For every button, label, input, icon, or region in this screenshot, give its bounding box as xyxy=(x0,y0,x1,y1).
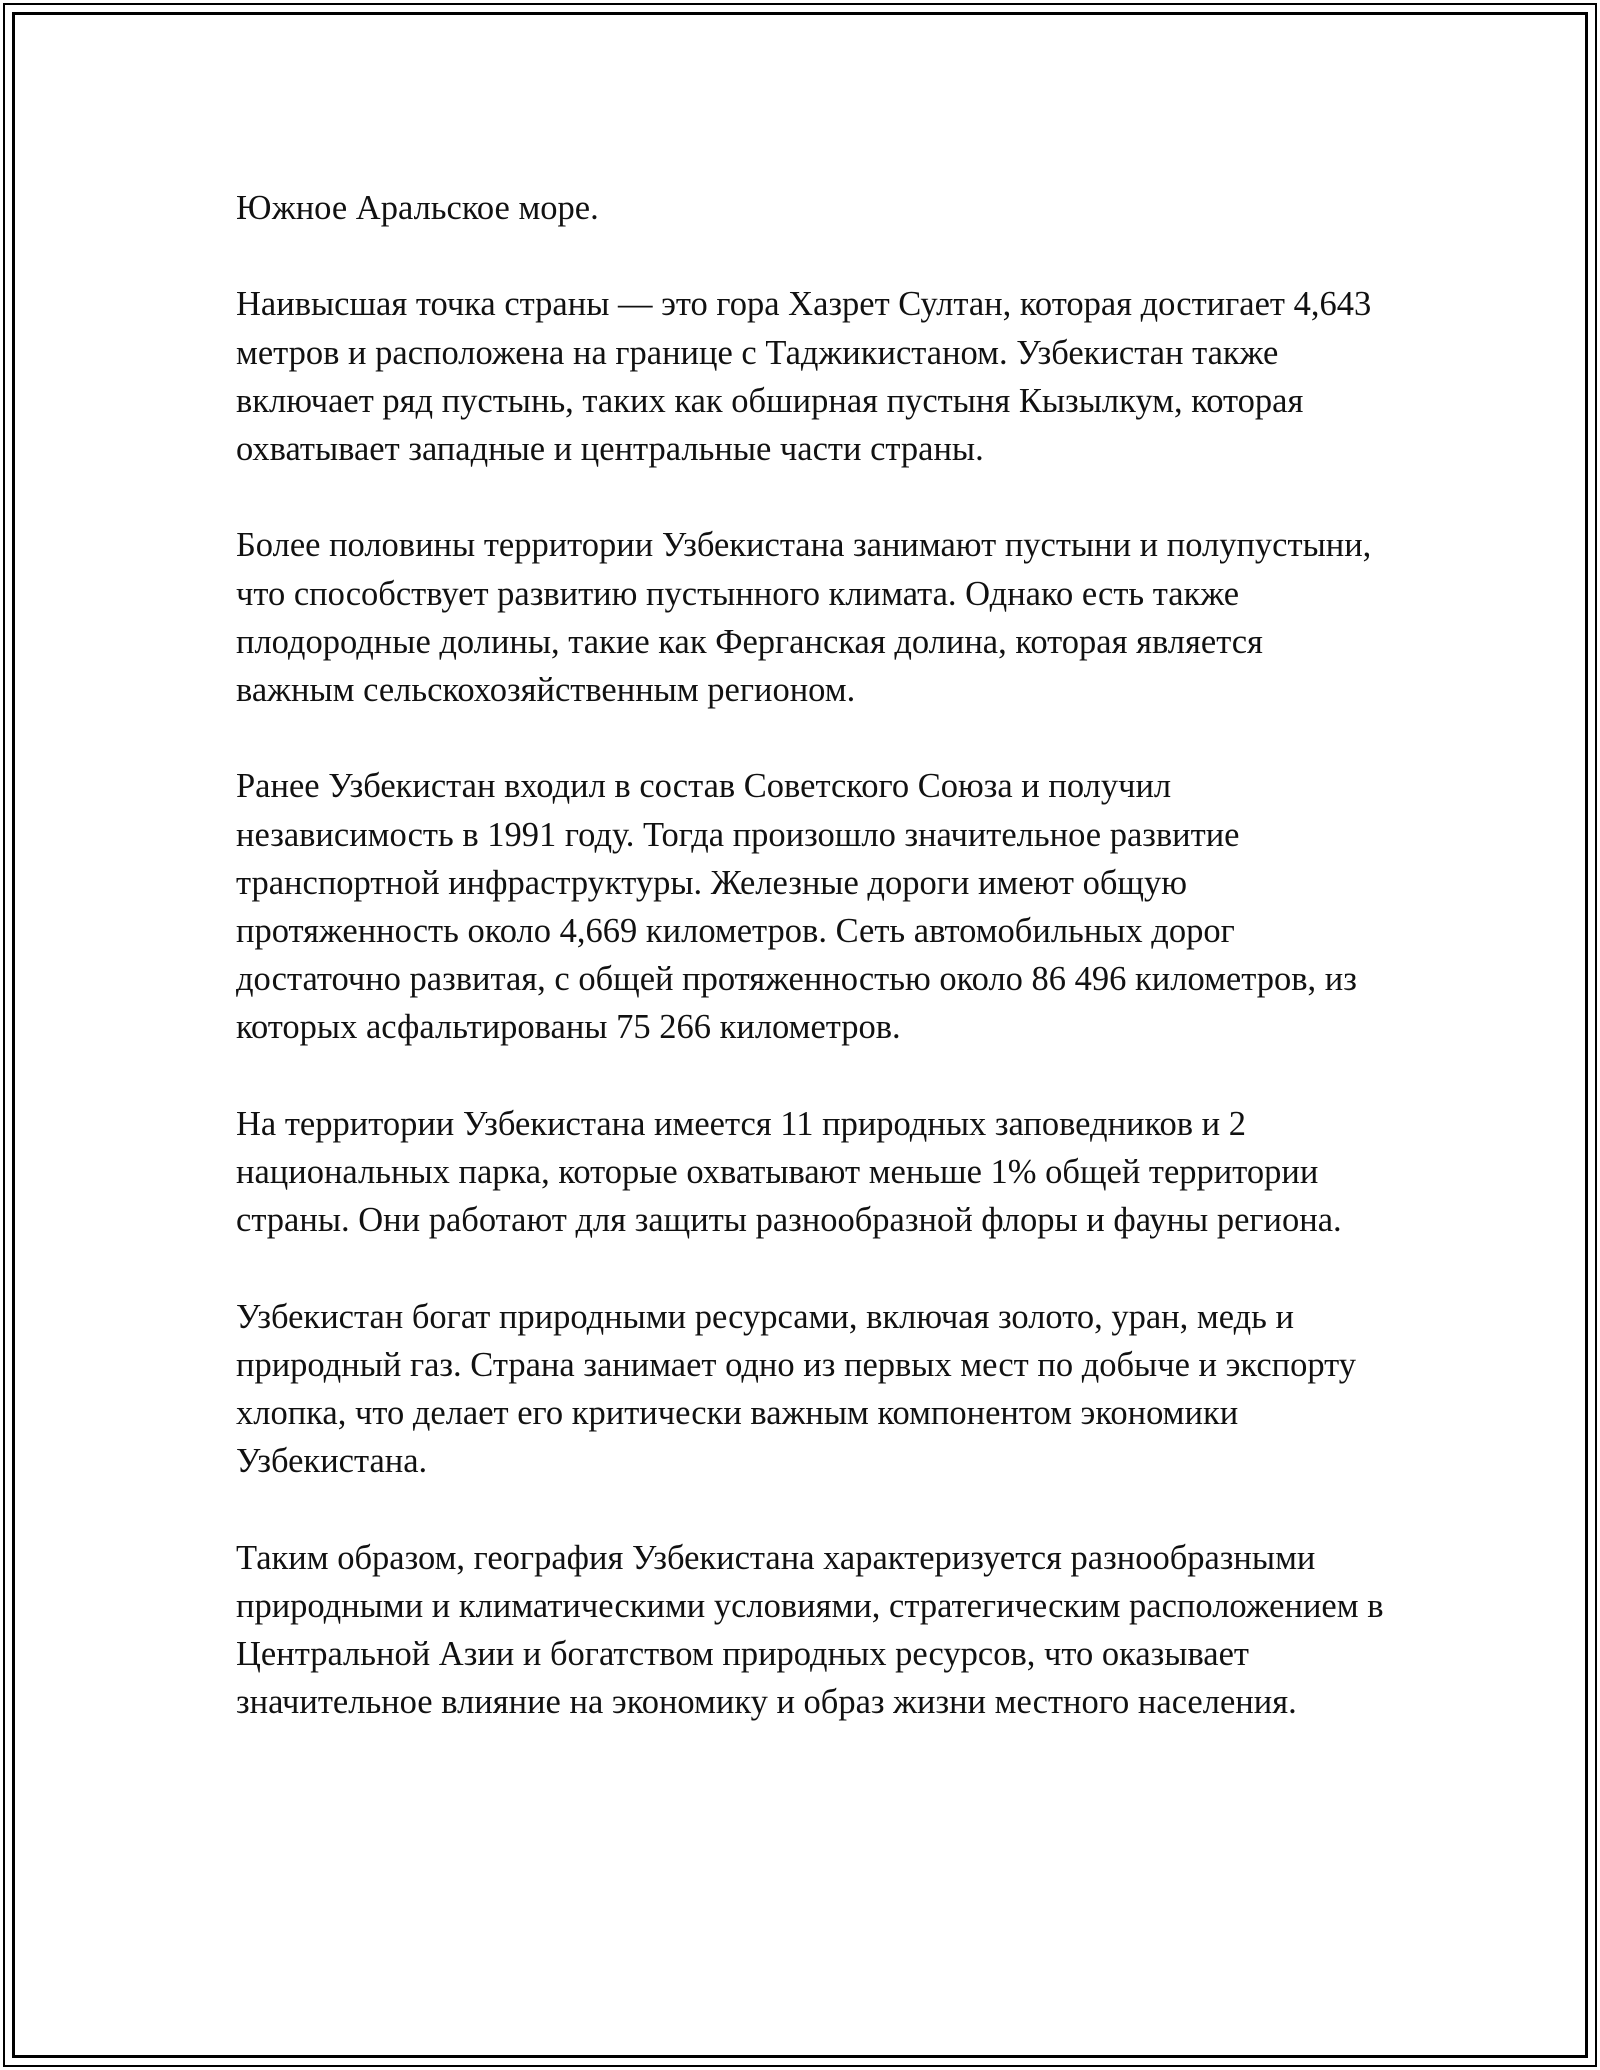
document-body xyxy=(236,184,1386,1775)
paragraph-conclusion: Таким образом, география Узбекистана характеризуется разнообразными природными и климатическими условиями, стратегическим расположением в Центральной Азии и богатством природных ресурсов, что оказывает значительное влияние на экономику и образ жизни местного населения. xyxy=(236,1538,1384,1722)
paragraph-resources: Узбекистан богат природными ресурсами, включая золото, уран, медь и природный газ. Страна занимает одно из первых мест по добыче и экспорту хлопка, что делает его критически важным компонентом экономики Узбекистана. xyxy=(236,1297,1357,1481)
paragraph-aral-sea: Южное Аральское море. xyxy=(236,189,599,227)
paragraph-deserts: Более половины территории Узбекистана занимают пустыни и полупустыни, что способствует развитию пустынного климата. Однако есть также плодородные долины, такие как Ферганская долина, которая является важным сельскохозяйственным регионом. xyxy=(236,526,1372,709)
paragraph-transport: Ранее Узбекистан входил в состав Советского Союза и получил независимость в 1991 году. Тогда произошло значительное развитие транспортной инфраструктуры. Железные дороги имеют общую протяженность около 4,669 километров. Сеть автомобильных дорог достаточно развитая, с общей протяженностью около 86 496 километров, из которых асфальтированы 75 266 километров. xyxy=(236,767,1357,1047)
paragraph-highest-point: Наивысшая точка страны — это гора Хазрет Султан, которая достигает 4,643 метров и расположена на границе с Таджикистаном. Узбекистан также включает ряд пустынь, таких как обширная пустыня Кызылкум, которая охватывает западные и центральные части страны. xyxy=(236,285,1372,468)
paragraph-reserves: На территории Узбекистана имеется 11 природных заповедников и 2 национальных парка, которые охватывают меньше 1% общей территории страны. Они работают для защиты разнообразной флоры и фауны региона. xyxy=(236,1104,1342,1240)
